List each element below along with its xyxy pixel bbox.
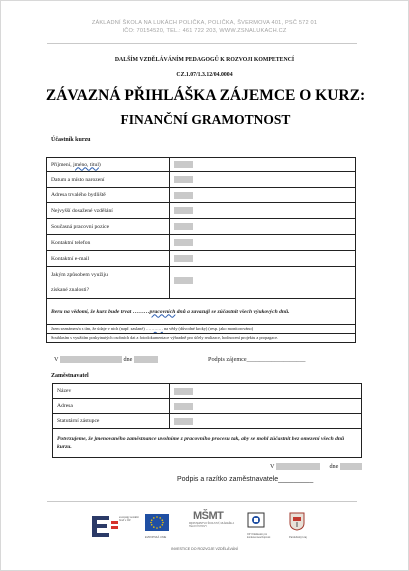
row-label	[47, 267, 170, 299]
table-row	[47, 235, 356, 251]
row-label-line: Jakým způsobem využiju	[51, 272, 108, 278]
eu-flag-icon	[145, 514, 169, 531]
signature-line: _________	[278, 476, 314, 483]
table-row	[53, 384, 362, 399]
op-vk-caption: OP Vzdělávání pro konkurenceschopnost	[247, 533, 271, 539]
op-vk-logo	[247, 512, 277, 544]
date-field[interactable]	[134, 356, 158, 363]
table-row	[47, 325, 356, 334]
table-row	[47, 158, 356, 172]
employer-table	[52, 383, 362, 458]
table-row	[47, 203, 356, 219]
employer-signature	[177, 476, 313, 483]
project-code: CZ.1.07/1.3.12/04.0004	[176, 72, 233, 78]
usage-field[interactable]	[170, 267, 356, 299]
program-name: DALŠÍM VZDĚLÁVÁNÍM PEDAGOGŮ K ROZVOJI KOMPETENCÍ	[114, 57, 295, 63]
msmt-mark: MŠMT	[193, 510, 224, 522]
row-label: Adresa trvalého bydliště	[47, 188, 170, 203]
form-title: ZÁVAZNÁ PŘIHLÁŠKA ZÁJEMCE O KURZ:	[45, 87, 366, 104]
consent-note: Jsem seznámen/a s tím, že údaje v nich (např. zaslané) ………… na vědy (důvodné kroky) (resp. jako monitorováno)	[47, 325, 356, 334]
table-row	[47, 267, 356, 299]
table-row	[47, 172, 356, 188]
row-label: Název	[53, 384, 170, 399]
employer-place-date	[270, 463, 362, 470]
coat-of-arms-icon	[289, 512, 305, 531]
employer-heading: Zaměstnavatel	[51, 373, 89, 379]
table-row	[53, 399, 362, 414]
esf-caption: evropský sociální fond v ČR	[119, 516, 139, 523]
table-row	[47, 219, 356, 235]
header-divider	[47, 43, 357, 44]
date-label: dne	[123, 356, 133, 363]
table-row	[47, 251, 356, 267]
footer-slogan: INVESTICE DO ROZVOJE VZDĚLÁVÁNÍ	[171, 547, 238, 551]
participant-signature	[208, 356, 305, 363]
table-row	[47, 188, 356, 203]
esf-logo	[89, 512, 139, 542]
op-vk-icon	[247, 512, 265, 528]
place-field[interactable]	[60, 356, 122, 363]
duration-note: Beru na vědomí, že kurz bude trvat ………pracovních dnů a zavazuji se zúčastnit všech výukových dnů.	[47, 299, 356, 325]
row-label: Kontaktní e-mail	[47, 251, 170, 267]
name-field[interactable]	[170, 158, 356, 172]
school-header	[1, 19, 408, 35]
education-field[interactable]	[170, 203, 356, 219]
school-address: ZÁKLADNÍ ŠKOLA NA LUKÁCH POLIČKA, POLIČKA, ŠVERMOVA 401, PSČ 572 01	[91, 20, 318, 26]
date-field[interactable]	[340, 463, 362, 470]
position-field[interactable]	[170, 219, 356, 235]
signature-label: Podpis a razítko zaměstnavatele	[177, 476, 279, 483]
table-row	[47, 299, 356, 325]
employer-address-field[interactable]	[170, 399, 362, 414]
participant-heading: Účastník kurzu	[51, 137, 91, 143]
data-consent-note: Souhlasím s využitím poskytnutých osobních dat a fotodokumentace výhradně pro účely realizace, hodnocení projektu a propagace.	[47, 334, 356, 343]
employer-release-note: Potvrzujeme, že jmenovaného zaměstnance uvolníme z pracovního procesu tak, aby se mohl zúčastnit bez omezení všech dnů kurzu.	[53, 429, 362, 458]
row-label: Adresa	[53, 399, 170, 414]
representative-field[interactable]	[170, 414, 362, 429]
place-field[interactable]	[276, 463, 320, 470]
participant-place-date	[54, 356, 158, 363]
row-label: Současná pracovní pozice	[47, 219, 170, 235]
eu-logo	[145, 514, 179, 544]
eu-caption: EVROPSKÁ UNIE	[145, 536, 167, 539]
phone-field[interactable]	[170, 235, 356, 251]
funding-logos	[89, 510, 324, 550]
row-label: Datum a místo narození	[47, 172, 170, 188]
footer-divider	[47, 501, 357, 502]
birth-field[interactable]	[170, 172, 356, 188]
signature-line: ___________________	[246, 356, 306, 363]
table-row	[53, 414, 362, 429]
address-field[interactable]	[170, 188, 356, 203]
row-label: Příjmení, jméno, titul)	[47, 158, 170, 172]
employer-name-field[interactable]	[170, 384, 362, 399]
table-row	[47, 334, 356, 343]
participant-table	[46, 157, 356, 343]
pardubice-region-logo	[289, 512, 323, 544]
school-contacts: IČO: 70154520, TEL.: 461 722 203, WWW.ZSNALUKACH.CZ	[122, 28, 287, 35]
msmt-logo	[189, 510, 235, 544]
course-title: FINANČNÍ GRAMOTNOST	[120, 112, 291, 127]
place-label: V	[54, 356, 59, 363]
signature-label: Podpis zájemce	[208, 356, 247, 363]
msmt-caption: MINISTERSTVO ŠKOLSTVÍ, MLÁDEŽE A TĚLOVÝCHOVY	[189, 522, 234, 528]
date-label: dne	[329, 463, 339, 470]
table-row	[53, 429, 362, 458]
pardubice-caption: Pardubický kraj	[289, 536, 307, 539]
email-field[interactable]	[170, 251, 356, 267]
row-label-line: získané znalosti?	[51, 287, 90, 293]
place-label: V	[270, 463, 275, 470]
row-label: Kontaktní telefon	[47, 235, 170, 251]
row-label: Nejvyšší dosažené vzdělání	[47, 203, 170, 219]
row-label: Statutární zástupce	[53, 414, 170, 429]
